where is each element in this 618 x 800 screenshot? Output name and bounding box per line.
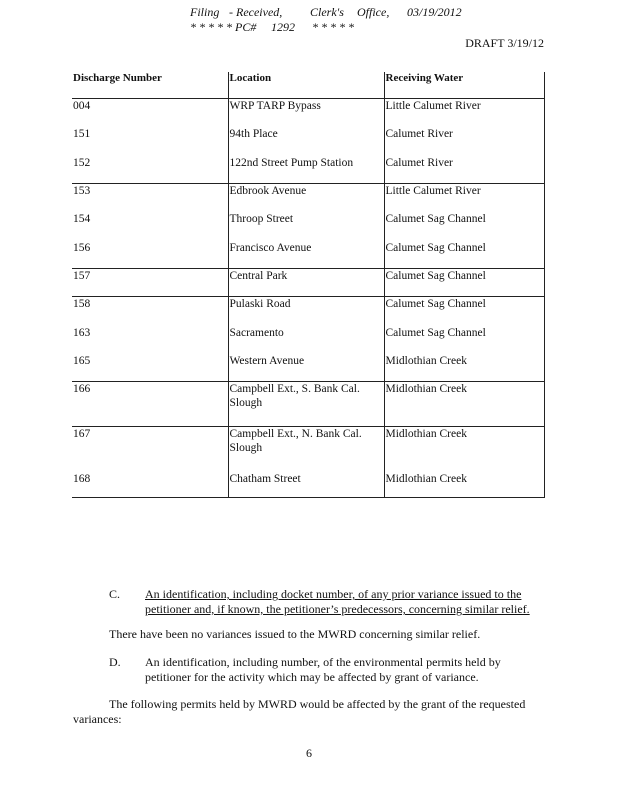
section-d-heading-line2: petitioner for the activity which may be affected by grant of variance. bbox=[145, 670, 479, 684]
receiving-water: Calumet River bbox=[384, 156, 544, 184]
location: Campbell Ext., S. Bank Cal. Slough bbox=[228, 382, 384, 427]
section-c-heading-line2: petitioner and, if known, the petitioner’s predecessors, concerning similar relief. bbox=[145, 602, 530, 616]
pc-prefix: * * * * * PC# bbox=[190, 20, 257, 34]
table-row bbox=[72, 184, 544, 212]
column-header-water: Receiving Water bbox=[384, 72, 544, 99]
location: Throop Street bbox=[228, 212, 384, 241]
discharge-table bbox=[72, 72, 545, 498]
discharge-number: 168 bbox=[72, 472, 228, 498]
column-header-location: Location bbox=[228, 72, 384, 99]
pc-number: 1292 bbox=[271, 20, 295, 34]
table-row bbox=[72, 212, 544, 241]
table-row bbox=[72, 472, 544, 498]
received-label: - Received, bbox=[229, 5, 283, 19]
discharge-number: 154 bbox=[73, 212, 91, 225]
discharge-number: 156 bbox=[73, 241, 91, 254]
permits-intro-line2: variances: bbox=[73, 712, 122, 726]
discharge-number: 152 bbox=[73, 156, 91, 169]
table-row bbox=[72, 326, 544, 354]
discharge-number: 166 bbox=[72, 382, 228, 427]
table-row bbox=[72, 99, 544, 127]
discharge-number: 165 bbox=[73, 354, 91, 367]
receiving-water: Calumet River bbox=[384, 127, 544, 156]
receiving-water: Calumet Sag Channel bbox=[384, 269, 544, 297]
location: 122nd Street Pump Station bbox=[228, 156, 384, 184]
receiving-water: Calumet Sag Channel bbox=[384, 297, 544, 326]
discharge-number: 158 bbox=[72, 297, 228, 326]
filing-date: 03/19/2012 bbox=[407, 5, 462, 19]
location: Francisco Avenue bbox=[228, 241, 384, 269]
location: Chatham Street bbox=[228, 472, 384, 498]
table-row bbox=[72, 297, 544, 326]
receiving-water: Calumet Sag Channel bbox=[384, 212, 544, 241]
location: Sacramento bbox=[228, 326, 384, 354]
receiving-water: Calumet Sag Channel bbox=[384, 326, 544, 354]
pc-suffix: * * * * * bbox=[312, 20, 354, 34]
section-c-heading-line1: An identification, including docket number, of any prior variance issued to the bbox=[145, 587, 522, 601]
location: Western Avenue bbox=[228, 354, 384, 382]
location: WRP TARP Bypass bbox=[228, 99, 384, 127]
column-header-number: Discharge Number bbox=[72, 72, 228, 99]
receiving-water: Calumet Sag Channel bbox=[384, 241, 544, 269]
location: Edbrook Avenue bbox=[228, 184, 384, 212]
table-row bbox=[72, 241, 544, 269]
discharge-number: 153 bbox=[72, 184, 228, 212]
discharge-number: 163 bbox=[73, 326, 91, 339]
receiving-water: Little Calumet River bbox=[384, 184, 544, 212]
table-row bbox=[72, 382, 544, 427]
office-label: Office, bbox=[357, 5, 390, 19]
discharge-number: 157 bbox=[72, 269, 228, 297]
location: 94th Place bbox=[228, 127, 384, 156]
table-row bbox=[72, 127, 544, 156]
table-row bbox=[72, 156, 544, 184]
receiving-water: Little Calumet River bbox=[384, 99, 544, 127]
receiving-water: Midlothian Creek bbox=[384, 382, 544, 427]
receiving-water: Midlothian Creek bbox=[384, 472, 544, 498]
receiving-water: Midlothian Creek bbox=[384, 354, 544, 382]
section-d-heading-line1: An identification, including number, of the environmental permits held by bbox=[145, 655, 501, 669]
discharge-number: 167 bbox=[72, 427, 228, 472]
location: Campbell Ext., N. Bank Cal. Slough bbox=[228, 427, 384, 472]
page-number: 6 bbox=[306, 746, 312, 760]
clerks-label: Clerk's bbox=[310, 5, 344, 19]
discharge-number: 004 bbox=[73, 100, 91, 112]
section-d-label: D. bbox=[109, 655, 121, 669]
location: Central Park bbox=[228, 269, 384, 297]
draft-date: DRAFT 3/19/12 bbox=[465, 36, 544, 50]
no-variances-statement: There have been no variances issued to the MWRD concerning similar relief. bbox=[109, 627, 481, 641]
permits-intro-line1: The following permits held by MWRD would be affected by the grant of the requested bbox=[109, 697, 526, 711]
filing-label: Filing bbox=[190, 5, 220, 19]
location: Pulaski Road bbox=[228, 297, 384, 326]
discharge-number: 151 bbox=[73, 127, 91, 140]
table-row bbox=[72, 269, 544, 297]
table-row bbox=[72, 354, 544, 382]
receiving-water: Midlothian Creek bbox=[384, 427, 544, 472]
table-header-row bbox=[72, 72, 544, 99]
table-row bbox=[72, 427, 544, 472]
section-c-label: C. bbox=[109, 587, 121, 601]
